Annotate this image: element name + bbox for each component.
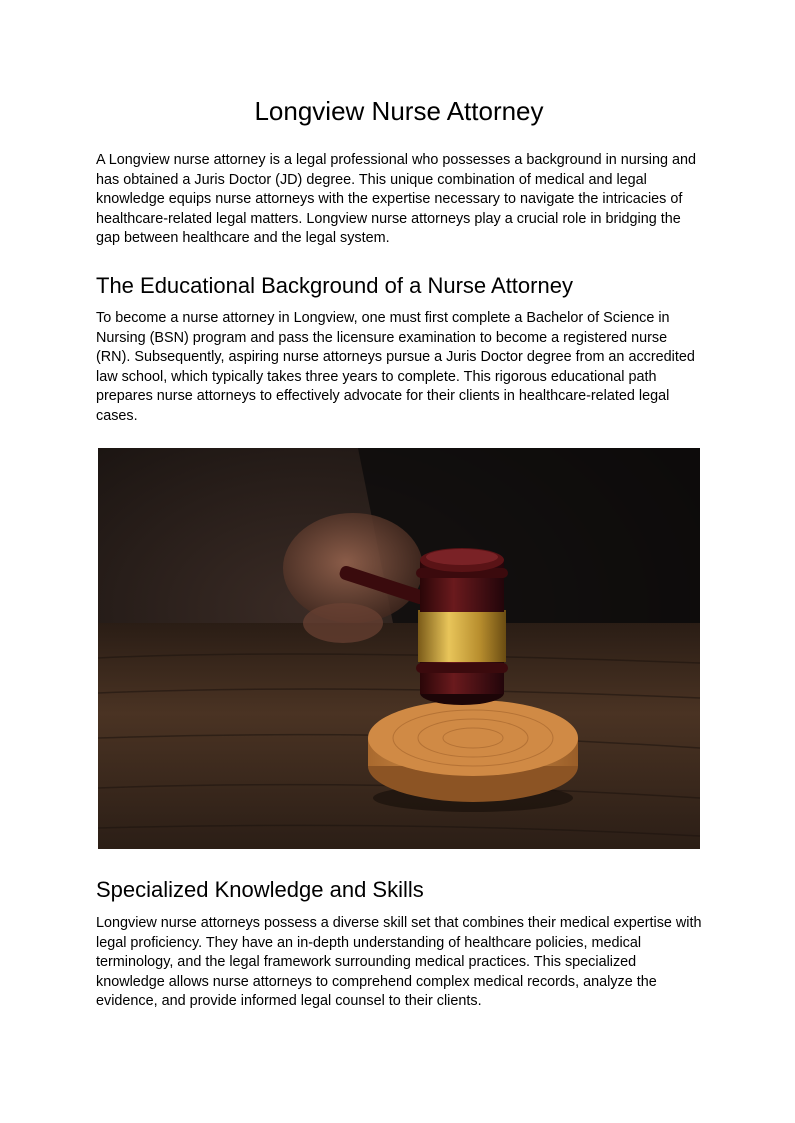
section-heading-skills: Specialized Knowledge and Skills bbox=[96, 877, 424, 902]
section-body-education: To become a nurse attorney in Longview, one must first complete a Bachelor of Science in Nursing (BSN) program and pass the licensure examination to become a registered nurse (RN). Subsequently, aspiring nurse attorneys pursue a Juris Doctor degree from an accredited law school, which typically takes three years to complete. This rigorous educational path prepares nurse attorneys to effectively advocate for their clients in healthcare-related legal cases. bbox=[96, 310, 695, 424]
intro-paragraph: A Longview nurse attorney is a legal professional who possesses a background in nursing and has obtained a Juris Doctor (JD) degree. This unique combination of medical and legal knowledge equips nurse attorneys with the expertise necessary to navigate the intricacies of healthcare-related legal matters. Longview nurse attorneys play a crucial role in bridging the gap between healthcare and the legal system. bbox=[96, 152, 696, 246]
section-body-skills: Longview nurse attorneys possess a diverse skill set that combines their medical expertise with legal proficiency. They have an in-depth understanding of healthcare policies, medical terminology, and the legal framework surrounding medical practices. This specialized knowledge allows nurse attorneys to comprehend complex medical records, analyze the evidence, and provide informed legal counsel to their clients. bbox=[96, 915, 702, 1009]
page-title: Longview Nurse Attorney bbox=[254, 96, 544, 126]
gavel-illustration bbox=[98, 448, 700, 849]
gavel-photo bbox=[98, 448, 700, 849]
section-heading-education: The Educational Background of a Nurse Attorney bbox=[96, 273, 573, 298]
